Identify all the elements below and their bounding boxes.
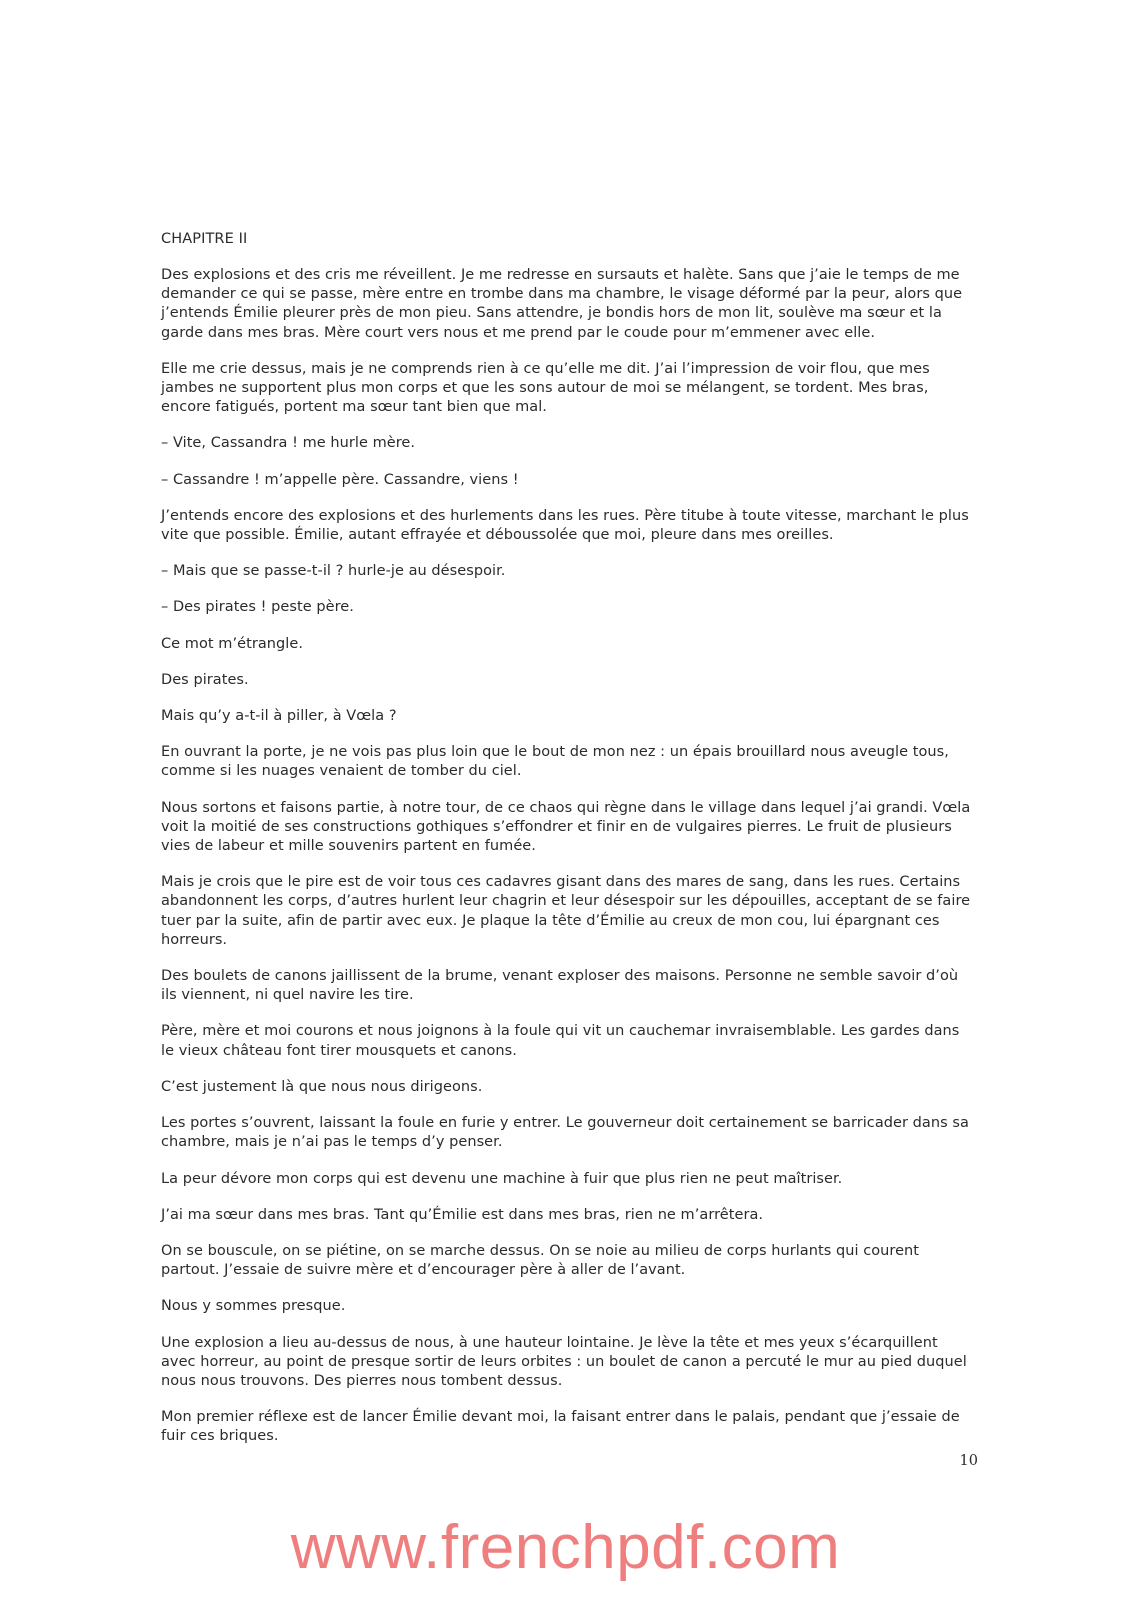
paragraph: Ce mot m’étrangle.	[161, 635, 303, 652]
paragraph: Elle me crie dessus, mais je ne comprends rien à ce qu’elle me dit. J’ai l’impression de voir flou, que mes jambes ne supportent plus mon corps et que les sons autour de moi se mélangent, se tordent. Mes bras, encore fatigués, portent ma sœur tant bien que mal.	[161, 360, 930, 416]
page-number: 10	[959, 1453, 978, 1469]
dialogue-line: – Mais que se passe-t-il ? hurle-je au désespoir.	[161, 563, 506, 580]
paragraph: Des explosions et des cris me réveillent. Je me redresse en sursauts et halète. Sans que j’aie le temps de me demander ce qui se passe, mère entre en trombe dans ma chambre, le visage déformé par la peur, alors que j’entends Émilie pleurer près de mon pieu. Sans attendre, je bondis hors de mon lit, soulève ma sœur et la garde dans mes bras. Mère court vers nous et me prend par le coude pour m’emmener avec elle.	[161, 267, 963, 341]
paragraph: En ouvrant la porte, je ne vois pas plus loin que le bout de mon nez : un épais brouillard nous aveugle tous, comme si les nuages venaient de tomber du ciel.	[161, 744, 949, 780]
paragraph: J’ai ma sœur dans mes bras. Tant qu’Émilie est dans mes bras, rien ne m’arrêtera.	[161, 1206, 764, 1223]
paragraph: Les portes s’ouvrent, laissant la foule en furie y entrer. Le gouverneur doit certainement se barricader dans sa chambre, mais je n’ai pas le temps d’y penser.	[161, 1115, 969, 1151]
chapter-content	[161, 230, 976, 1464]
paragraph: C’est justement là que nous nous dirigeons.	[161, 1078, 483, 1095]
dialogue-line: – Vite, Cassandra ! me hurle mère.	[161, 435, 416, 452]
dialogue-line: – Cassandre ! m’appelle père. Cassandre, viens !	[161, 471, 519, 488]
paragraph: Des pirates.	[161, 671, 249, 688]
dialogue-line: – Des pirates ! peste père.	[161, 599, 354, 616]
paragraph: Une explosion a lieu au-dessus de nous, à une hauteur lointaine. Je lève la tête et mes yeux s’écarquillent avec horreur, au point de presque sortir de leurs orbites : un boulet de canon a percuté le mur au pied duquel nous nous trouvons. Des pierres nous tombent dessus.	[161, 1334, 967, 1389]
paragraph-list	[161, 266, 976, 1447]
paragraph: J’entends encore des explosions et des hurlements dans les rues. Père titube à toute vitesse, marchant le plus vite que possible. Émilie, autant effrayée et déboussolée que moi, pleure dans mes oreilles.	[161, 507, 969, 544]
paragraph: Père, mère et moi courons et nous joignons à la foule qui vit un cauchemar invraisemblable. Les gardes dans le vieux château font tirer mousquets et canons.	[161, 1023, 960, 1059]
paragraph: La peur dévore mon corps qui est devenu une machine à fuir que plus rien ne peut maîtriser.	[161, 1170, 843, 1187]
watermark-link[interactable]: www.frenchpdf.com	[290, 1513, 841, 1582]
paragraph: Mon premier réflexe est de lancer Émilie devant moi, la faisant entrer dans le palais, pendant que j’essaie de fuir ces briques.	[161, 1409, 960, 1445]
paragraph: On se bouscule, on se piétine, on se marche dessus. On se noie au milieu de corps hurlants qui courent partout. J’essaie de suivre mère et d’encourager père à aller de l’avant.	[161, 1242, 920, 1279]
paragraph: Mais je crois que le pire est de voir tous ces cadavres gisant dans des mares de sang, dans les rues. Certains abandonnent les corps, d’autres hurlent leur chagrin et leur désespoir sur les dépouilles, acceptant de se faire tuer par la suite, afin de partir avec eux. Je plaque la tête d’Émilie au creux de mon cou, lui épargnant ces horreurs.	[161, 874, 971, 948]
chapter-title: CHAPITRE II	[161, 231, 248, 247]
paragraph: Nous sortons et faisons partie, à notre tour, de ce chaos qui règne dans le village dans lequel j’ai grandi. Vœla voit la moitié de ses constructions gothiques s’effondrer et finir en de vulgaires pierres. Le fruit de plusieurs vies de labeur et mille souvenirs partent en fumée.	[161, 799, 971, 855]
paragraph: Mais qu’y a-t-il à piller, à Vœla ?	[161, 708, 397, 725]
paragraph: Nous y sommes presque.	[161, 1298, 346, 1315]
paragraph: Des boulets de canons jaillissent de la brume, venant exploser des maisons. Personne ne semble savoir d’où ils viennent, ni quel navire les tire.	[161, 968, 959, 1004]
